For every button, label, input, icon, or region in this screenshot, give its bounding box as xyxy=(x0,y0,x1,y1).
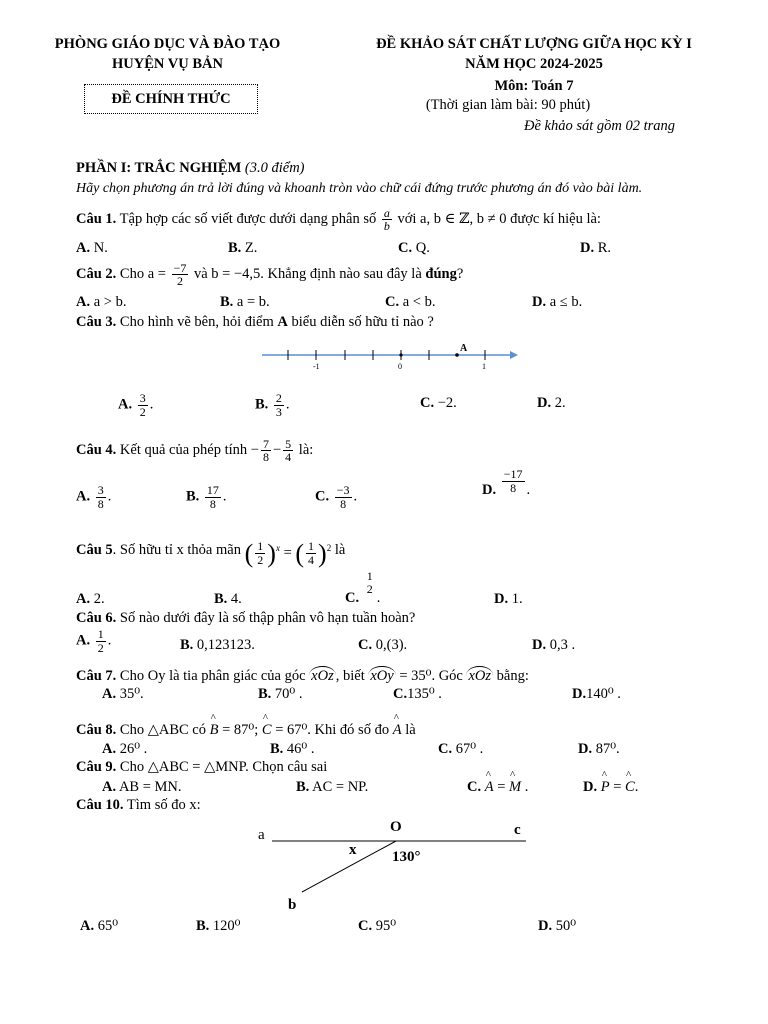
q1-fraction: $\frac{a}{b}$ xyxy=(383,205,390,234)
q8-option-b: B. 46⁰ . xyxy=(270,741,315,757)
q1-option-b: B. Z. xyxy=(228,240,258,256)
q2-option-c: C. a < b. xyxy=(385,294,436,310)
q5-option-a: A. 2. xyxy=(76,591,105,607)
q9-text: Cho △ABC = △MNP. Chọn câu sai xyxy=(119,759,328,775)
school-year: NĂM HỌC 2024-2025 xyxy=(465,56,603,72)
q6-text: Số nào dưới đây là số thập phân vô hạn tuần hoàn? xyxy=(119,610,416,626)
department-name: PHÒNG GIÁO DỤC VÀ ĐÀO TẠO xyxy=(54,36,281,52)
q8-text-a: Cho △ABC có xyxy=(119,722,206,738)
q5-option-c: C. 1 2 . xyxy=(345,569,381,606)
part1-points: (3.0 điểm) xyxy=(244,160,305,176)
question-7: Câu 7. Cho Oy là tia phân giác của góc xOz , biết xOy = 35⁰. Góc xOz bằng: xyxy=(76,668,529,684)
q9-option-a: A. AB = MN. xyxy=(102,779,182,795)
q8-angle-c: ^ C xyxy=(262,722,272,739)
q2-label: Câu 2. xyxy=(76,266,117,282)
q5-label: Câu 5 xyxy=(76,541,113,558)
angle-figure xyxy=(250,812,540,916)
q7-text-a: Cho Oy là tia phân giác của góc xyxy=(119,668,306,684)
part1-instruction: Hãy chọn phương án trả lời đúng và khoanh tròn vào chữ cái đứng trước phương án đó vào bài làm. xyxy=(76,181,643,196)
label-minus-one: -1 xyxy=(313,362,320,371)
q2-text-b: và b = −4,5. Khẳng định nào sau đây là xyxy=(194,266,422,282)
q4-fraction-2: $\frac{5}{4}$ xyxy=(285,436,292,465)
q9-label: Câu 9. xyxy=(76,759,117,775)
q3-label: Câu 3. xyxy=(76,314,117,330)
label-a: a xyxy=(258,827,265,843)
q5-text-b: là xyxy=(334,541,346,558)
q4-option-c: C. $\frac{-3}{8}$ . xyxy=(315,483,358,511)
q3-option-b: B. $\frac{2}{3}$ . xyxy=(255,391,290,419)
q3-option-d: D. 2. xyxy=(537,395,566,411)
q7-label: Câu 7. xyxy=(76,668,117,684)
q10-label: Câu 10. xyxy=(76,797,124,813)
q2-fraction: $\frac{-7}{2}$ xyxy=(173,260,187,289)
label-b: b xyxy=(288,897,297,913)
question-9 xyxy=(76,759,327,776)
q9-option-b: B. AC = NP. xyxy=(296,779,369,795)
q3-text-a: Cho hình vẽ bên, hỏi điểm xyxy=(119,314,274,330)
q7-angle-xoz: xOz xyxy=(311,668,334,684)
question-10 xyxy=(76,797,201,814)
q7-option-b: B. 70⁰ . xyxy=(258,686,303,702)
q7-angle-xoy: xOy xyxy=(370,668,394,684)
q8-label: Câu 8. xyxy=(76,722,117,738)
label-zero: 0 xyxy=(398,362,402,371)
q3-text-b: biểu diễn số hữu tỉ nào ? xyxy=(291,314,434,330)
q7-option-c: C.135⁰ . xyxy=(393,686,442,702)
question-6 xyxy=(76,610,415,627)
number-line-figure xyxy=(258,340,522,376)
q9-option-d: D. ^ P = ^ C. xyxy=(583,779,638,796)
q6-option-d: D. 0,3 . xyxy=(532,637,576,653)
q2-option-a: A. a > b. xyxy=(76,294,127,310)
q4-option-b: B. $\frac{17}{8}$ . xyxy=(186,483,227,511)
question-3 xyxy=(76,314,434,331)
q8-angle-b: ^ B xyxy=(210,722,219,739)
q7-angle-xoz-2: xOz xyxy=(468,668,492,684)
q6-option-a: A. $\frac{1}{2}$ . xyxy=(76,627,112,655)
q2-text-a: Cho a = xyxy=(119,266,166,282)
q10-text: Tìm số đo x: xyxy=(126,797,201,813)
q6-option-c: C. 0,(3). xyxy=(358,637,408,653)
subject: Môn: Toán 7 xyxy=(494,78,574,94)
question-1 xyxy=(76,202,601,236)
q9-option-c: C. ^ A = ^ M . xyxy=(467,779,528,796)
q4-option-d: D. $\frac{-17}{8}$ . xyxy=(482,467,531,498)
label-c: c xyxy=(514,822,521,838)
q5-equation: ( $\frac{1}{2}$ )$^x$ = ( $\frac{1}{4}$ )$^2$ xyxy=(244,538,332,568)
q8-option-d: D. 87⁰. xyxy=(578,741,620,757)
q10-option-a: A. 65⁰ xyxy=(80,918,119,934)
q4-text-b: là: xyxy=(298,442,314,458)
question-2: Câu 2. Cho a = $\frac{-7}{2}$ và b = −4,5. Khẳng định nào sau đây là đúng? xyxy=(76,260,464,289)
q3-option-c: C. −2. xyxy=(420,395,457,411)
arrow-head-icon xyxy=(510,351,518,359)
q7-option-d: D.140⁰ . xyxy=(572,686,621,702)
question-4: Câu 4. Kết quả của phép tính − $\frac{7}{8}$ − $\frac{5}{4}$ là: xyxy=(76,436,314,465)
question-5 xyxy=(76,526,345,575)
q6-label: Câu 6. xyxy=(76,610,117,626)
q2-option-d: D. a ≤ b. xyxy=(532,294,583,310)
question-8: Câu 8. Cho △ABC có ^ B = 87⁰; ^ C = 67⁰. Khi đó số đo ^ A là xyxy=(76,722,416,739)
q1-text-b: với a, b ∈ ℤ, b ≠ 0 được kí hiệu là: xyxy=(397,211,601,227)
q10-option-b: B. 120⁰ xyxy=(196,918,241,934)
label-x: x xyxy=(349,842,357,858)
q8-option-a: A. 26⁰ . xyxy=(102,741,148,757)
q1-option-d: D. R. xyxy=(580,240,612,256)
q1-text-a: Tập hợp các số viết được dưới dạng phân số xyxy=(119,211,377,227)
origin-dot xyxy=(399,353,402,356)
q1-option-a: A. N. xyxy=(76,240,108,256)
duration: (Thời gian làm bài: 90 phút) xyxy=(425,97,591,113)
q8-angle-a: ^ A xyxy=(393,722,402,739)
label-130-degrees: 130° xyxy=(392,849,421,865)
district-name: HUYỆN VỤ BẢN xyxy=(112,56,223,72)
q5-option-b: B. 4. xyxy=(214,591,242,607)
official-label: ĐỀ CHÍNH THỨC xyxy=(84,84,258,114)
label-o: O xyxy=(390,819,402,835)
q8-option-c: C. 67⁰ . xyxy=(438,741,484,757)
label-one: 1 xyxy=(482,362,486,371)
q4-label: Câu 4. xyxy=(76,442,117,458)
pages-note: Đề khảo sát gồm 02 trang xyxy=(524,118,676,134)
q1-label: Câu 1. xyxy=(76,211,117,227)
part1-title: PHẦN I: TRẮC NGHIỆM xyxy=(76,160,242,176)
label-point-a: A xyxy=(460,343,468,354)
q4-option-a: A. $\frac{3}{8}$ . xyxy=(76,483,112,511)
q7-option-a: A. 35⁰. xyxy=(102,686,144,702)
q5-option-d: D. 1. xyxy=(494,591,523,607)
q10-option-c: C. 95⁰ xyxy=(358,918,397,934)
q3-point: A xyxy=(277,314,288,330)
q1-option-c: C. Q. xyxy=(398,240,430,256)
q2-text-bold: đúng xyxy=(425,266,457,282)
q3-option-a: A. $\frac{3}{2}$ . xyxy=(118,391,154,419)
q5-text-a: . Số hữu tỉ x thỏa mãn xyxy=(112,541,241,558)
exam-title: ĐỀ KHẢO SÁT CHẤT LƯỢNG GIỮA HỌC KỲ I xyxy=(376,36,692,52)
point-a-dot xyxy=(455,353,459,357)
part1-heading xyxy=(76,160,305,177)
q10-option-d: D. 50⁰ xyxy=(538,918,577,934)
q4-fraction-1: $\frac{7}{8}$ xyxy=(262,436,269,465)
q6-option-b: B. 0,123123. xyxy=(180,637,255,653)
q2-option-b: B. a = b. xyxy=(220,294,270,310)
q4-text-a: Kết quả của phép tính xyxy=(119,442,248,458)
